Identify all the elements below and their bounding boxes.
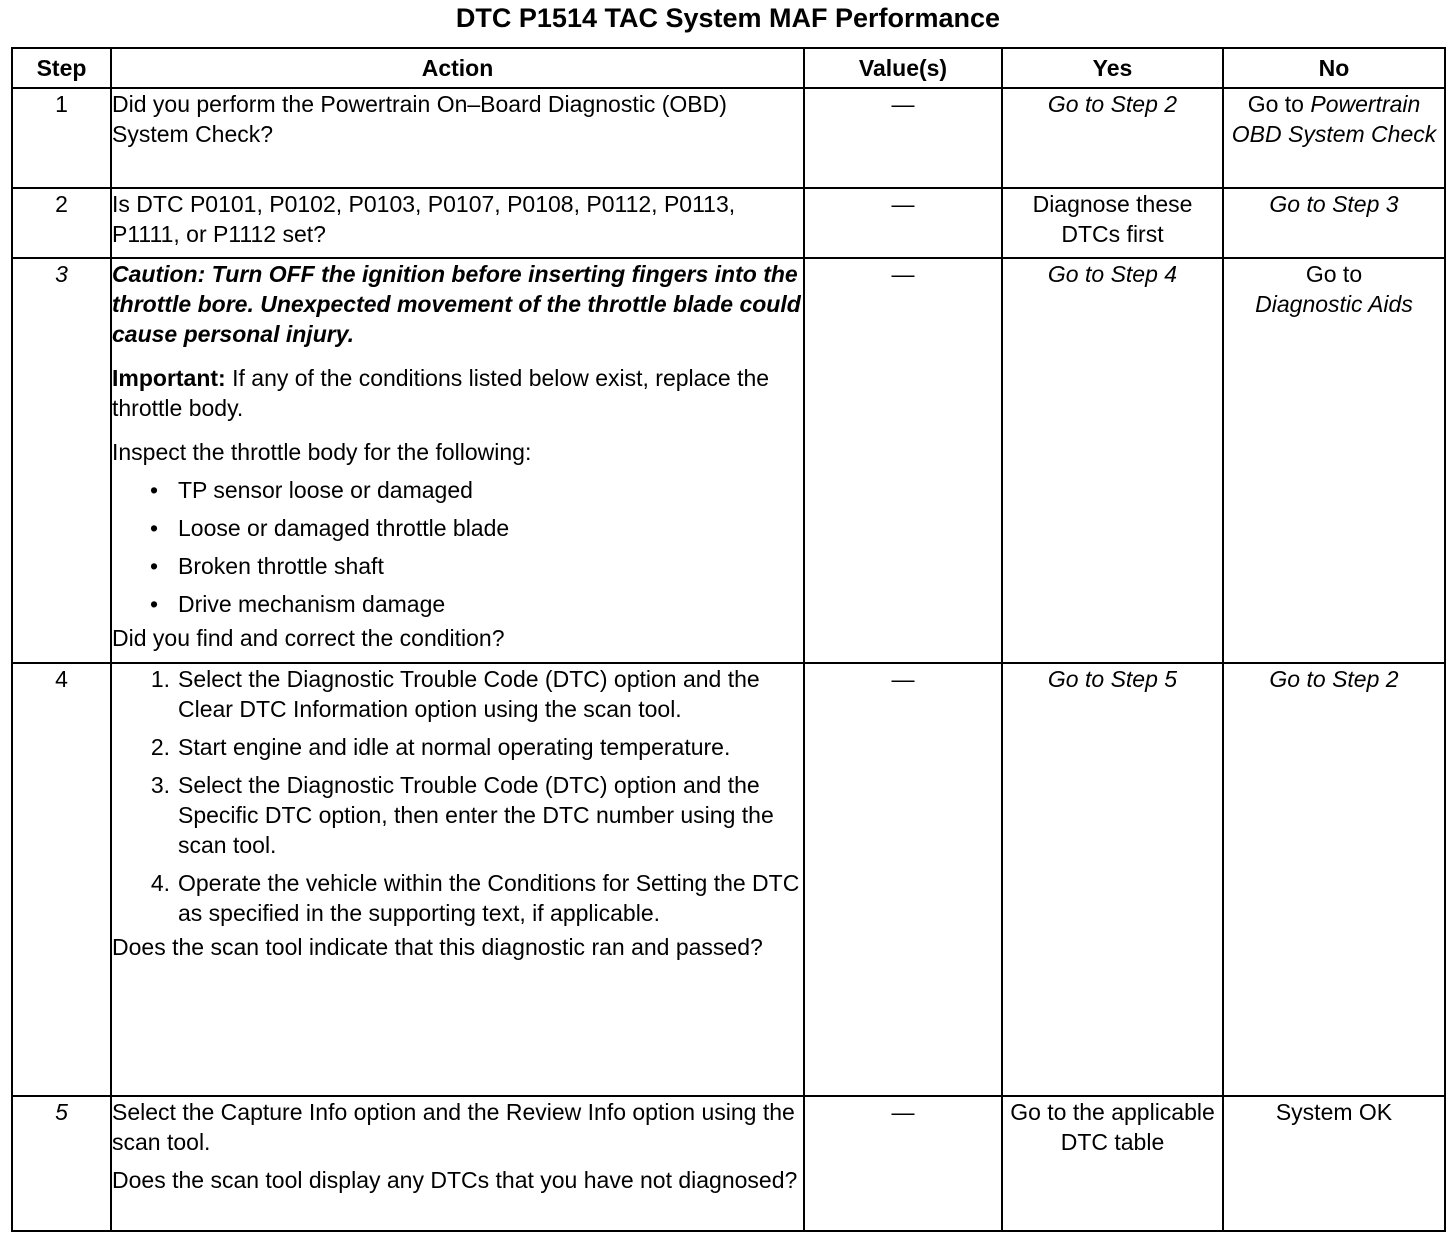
question-text: Does the scan tool display any DTCs that you have not diagnosed? — [112, 1167, 798, 1193]
header-yes: Yes — [1002, 48, 1223, 88]
caution-text: Caution: Turn OFF the ignition before inserting fingers into the throttle bore. Unexpected movement of the throttle blade could cause personal injury. — [112, 261, 801, 347]
list-item — [138, 770, 803, 860]
dtc-table — [11, 47, 1446, 1232]
important-note — [112, 363, 803, 423]
step-number: 4 — [12, 663, 111, 1096]
list-text: Start engine and idle at normal operating temperature. — [178, 734, 731, 760]
inspect-text: Inspect the throttle body for the following: — [112, 439, 532, 465]
value-cell: — — [804, 1096, 1002, 1231]
inspection-list — [112, 475, 803, 619]
action-text: Is DTC P0101, P0102, P0103, P0107, P0108, P0112, P0113, P1111, or P1112 set? — [112, 191, 736, 247]
list-number: 1. — [150, 666, 170, 692]
list-text: Select the Diagnostic Trouble Code (DTC) option and the Clear DTC Information option using the scan tool. — [178, 666, 760, 722]
action-text: Select the Capture Info option and the Review Info option using the scan tool. — [112, 1099, 795, 1155]
action-cell — [111, 88, 804, 188]
step-number: 2 — [12, 188, 111, 258]
list-number: 4. — [150, 870, 170, 896]
table-row — [12, 188, 1445, 258]
yes-cell: Go to the applicable DTC table — [1002, 1096, 1223, 1231]
important-text: If any of the conditions listed below exist, replace the throttle body. — [112, 365, 770, 421]
no-prefix: Go to — [1305, 261, 1363, 287]
no-cell: System OK — [1223, 1096, 1445, 1231]
list-text: Operate the vehicle within the Conditions for Setting the DTC as specified in the supporting text, if applicable. — [178, 870, 800, 926]
header-step: Step — [12, 48, 111, 88]
yes-cell: Go to Step 4 — [1002, 258, 1223, 663]
header-values: Value(s) — [804, 48, 1002, 88]
no-cell — [1223, 88, 1445, 188]
list-item: • Drive mechanism damage — [142, 589, 803, 619]
list-item — [138, 664, 803, 724]
table-row — [12, 1096, 1445, 1231]
no-cell: Go to Step 2 — [1223, 663, 1445, 1096]
list-item — [138, 732, 803, 762]
important-label: Important: — [112, 365, 226, 391]
value-cell: — — [804, 88, 1002, 188]
no-cell — [1223, 258, 1445, 663]
list-number: 2. — [150, 734, 170, 760]
action-cell — [111, 1096, 804, 1231]
table-row — [12, 258, 1445, 663]
step-number: 5 — [12, 1096, 111, 1231]
table-row — [12, 88, 1445, 188]
question-text: Did you find and correct the condition? — [112, 625, 505, 651]
no-link-text: Powertrain OBD System Check — [1231, 91, 1437, 147]
yes-cell: Go to Step 2 — [1002, 88, 1223, 188]
action-cell — [111, 188, 804, 258]
action-cell — [111, 663, 804, 1096]
step-number: 1 — [12, 88, 111, 188]
value-cell: — — [804, 258, 1002, 663]
list-item — [138, 868, 803, 928]
step-number: 3 — [12, 258, 111, 663]
table-row — [12, 663, 1445, 1096]
action-cell — [111, 258, 804, 663]
no-prefix: Go to — [1247, 91, 1311, 117]
list-item: • Broken throttle shaft — [142, 551, 803, 581]
procedure-list — [112, 664, 803, 928]
list-text: Select the Diagnostic Trouble Code (DTC) option and the Specific DTC option, then enter the DTC number using the scan tool. — [178, 772, 774, 858]
list-item: • Loose or damaged throttle blade — [142, 513, 803, 543]
no-link-text: Diagnostic Aids — [1255, 291, 1413, 317]
header-row — [12, 48, 1445, 88]
header-action: Action — [111, 48, 804, 88]
no-cell: Go to Step 3 — [1223, 188, 1445, 258]
yes-cell: Diagnose these DTCs first — [1002, 188, 1223, 258]
value-cell: — — [804, 188, 1002, 258]
list-item: • TP sensor loose or damaged — [142, 475, 803, 505]
question-text: Does the scan tool indicate that this diagnostic ran and passed? — [112, 934, 763, 960]
list-number: 3. — [150, 772, 170, 798]
action-text: Did you perform the Powertrain On–Board Diagnostic (OBD) System Check? — [112, 91, 727, 147]
value-cell: — — [804, 663, 1002, 1096]
page-title: DTC P1514 TAC System MAF Performance — [455, 3, 1001, 33]
header-no: No — [1223, 48, 1445, 88]
yes-cell: Go to Step 5 — [1002, 663, 1223, 1096]
